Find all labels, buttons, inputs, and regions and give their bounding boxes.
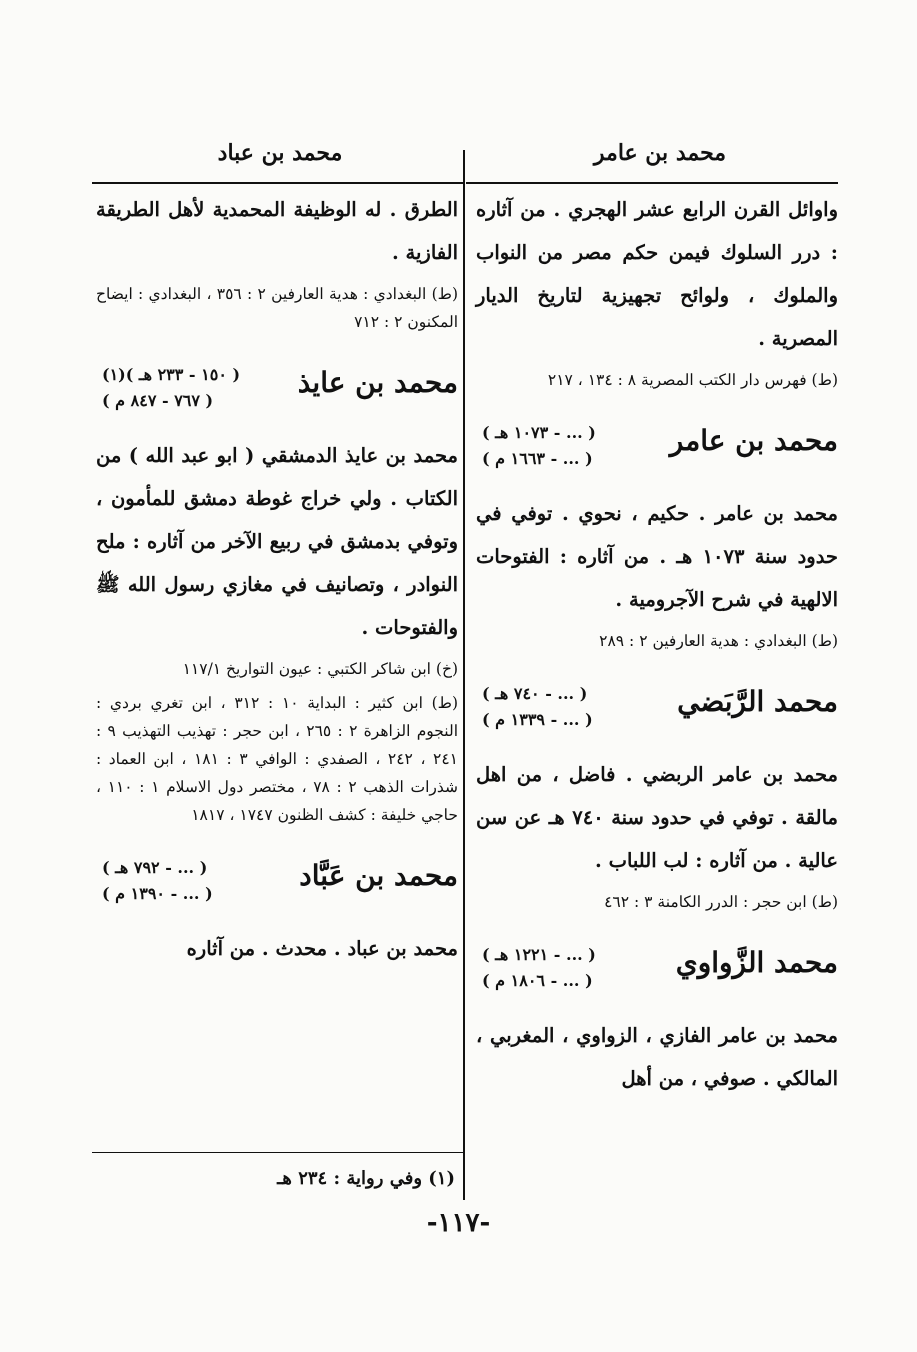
entry-name: محمد بن عامر (669, 424, 838, 457)
right-column (476, 188, 838, 1100)
gregorian-date: ( ٧٦٧ - ٨٤٧ م ) (102, 391, 214, 410)
entry-dates (482, 942, 596, 994)
continued-text: الطرق . له الوظيفة المحمدية لأهل الطريقة الفازية . (96, 198, 458, 264)
entry-dates (102, 855, 213, 907)
entry-body: محمد بن عامر الربضي . فاضل ، من اهل مالقة . توفي في حدود سنة ٧٤٠ هـ عن سن عالية . من آثاره : لب اللباب . (476, 763, 838, 872)
entry-heading (96, 847, 458, 927)
reference: (خ) ابن شاكر الكتبي : عيون التواريخ ١١٧/١ (182, 660, 458, 678)
running-head-left: محمد بن عباد (217, 140, 343, 166)
gregorian-date: ( ... - ١٣٩٠ م ) (102, 884, 213, 903)
entry-body: محمد بن عامر الفازي ، الزواوي ، المغربي ، المالكي . صوفي ، من أهل (476, 1024, 838, 1090)
gregorian-date: ( ... - ١٣٣٩ م ) (482, 710, 593, 729)
entry-body: محمد بن عباد . محدث . من آثاره (186, 937, 458, 960)
footnote: (١) وفي رواية : ٢٣٤ هـ (277, 1168, 455, 1189)
continued-text: واوائل القرن الرابع عشر الهجري . من آثاره : درر السلوك فيمن حكم مصر من النواب والملوك ، ولوائح تجهيزية لتاريخ الديار المصرية . (476, 198, 838, 350)
entry-heading (96, 354, 458, 434)
reference: (ط) البغدادي : هدية العارفين ٢ : ٢٨٩ (599, 632, 838, 650)
running-head-right: محمد بن عامر (593, 140, 727, 166)
column-divider (463, 150, 465, 1200)
reference: (ط) ابن حجر : الدرر الكامنة ٣ : ٤٦٢ (604, 893, 838, 911)
hijri-date: ( ... - ١٠٧٣ هـ ) (482, 423, 596, 442)
entry-name: محمد الزَّواوي (675, 946, 838, 979)
entry-name: محمد بن عايذ (297, 366, 458, 399)
hijri-date: ( ... - ٧٤٠ هـ ) (482, 684, 588, 703)
entry-body: محمد بن عامر . حكيم ، نحوي . توفي في حدود سنة ١٠٧٣ هـ . من آثاره : الفتوحات الالهية في شرح الآجرومية . (476, 502, 838, 611)
entry-name: محمد الرَّبَضي (677, 685, 838, 718)
hijri-date: ( ١٥٠ - ٢٣٣ هـ )(١) (102, 365, 241, 384)
reference: (ط) فهرس دار الكتب المصرية ٨ : ١٣٤ ، ٢١٧ (547, 371, 838, 389)
entry-body: محمد بن عايذ الدمشقي ( ابو عبد الله ) من الكتاب . ولي خراج غوطة دمشق للمأمون ، وتوفي بدمشق في ربيع الآخر من آثاره : ملح النوادر ، وتصانيف في مغازي رسول الله ﷺ والفتوحات . (96, 444, 458, 639)
hijri-date: ( ... - ١٢٢١ هـ ) (482, 945, 596, 964)
entry-heading (476, 412, 838, 492)
reference: (ط) ابن كثير : البداية ١٠ : ٣١٢ ، ابن تغري بردي : النجوم الزاهرة ٢ : ٢٦٥ ، ابن حجر : تهذيب التهذيب ٩ : ٢٤١ ، ٢٤٢ ، الصفدي : الوافي ٣ : ١٨١ ، ابن العماد : شذرات الذهب ٢ : ٧٨ ، مختصر دول الاسلام ١ : ١١٠ ، حاجي خليفة : كشف الظنون ١٧٤٧ ، ١٨١٧ (96, 694, 459, 824)
page-number: -١١٧- (426, 1208, 491, 1238)
entry-dates (482, 681, 593, 733)
entry-heading (476, 934, 838, 1014)
entry-dates (102, 362, 240, 414)
entry-heading (476, 673, 838, 753)
hijri-date: ( ... - ٧٩٢ هـ ) (102, 858, 208, 877)
header-rule-right (466, 182, 838, 184)
reference: (ط) البغدادي : هدية العارفين ٢ : ٣٥٦ ، البغدادي : ايضاح المكنون ٢ : ٧١٢ (96, 285, 459, 331)
gregorian-date: ( ... - ١٦٦٣ م ) (482, 449, 593, 468)
entry-dates (482, 420, 596, 472)
entry-name: محمد بن عَبَّاد (299, 859, 458, 892)
left-column (96, 188, 458, 970)
gregorian-date: ( ... - ١٨٠٦ م ) (482, 971, 593, 990)
header-rule-left (92, 182, 463, 184)
footnote-rule (92, 1152, 463, 1153)
